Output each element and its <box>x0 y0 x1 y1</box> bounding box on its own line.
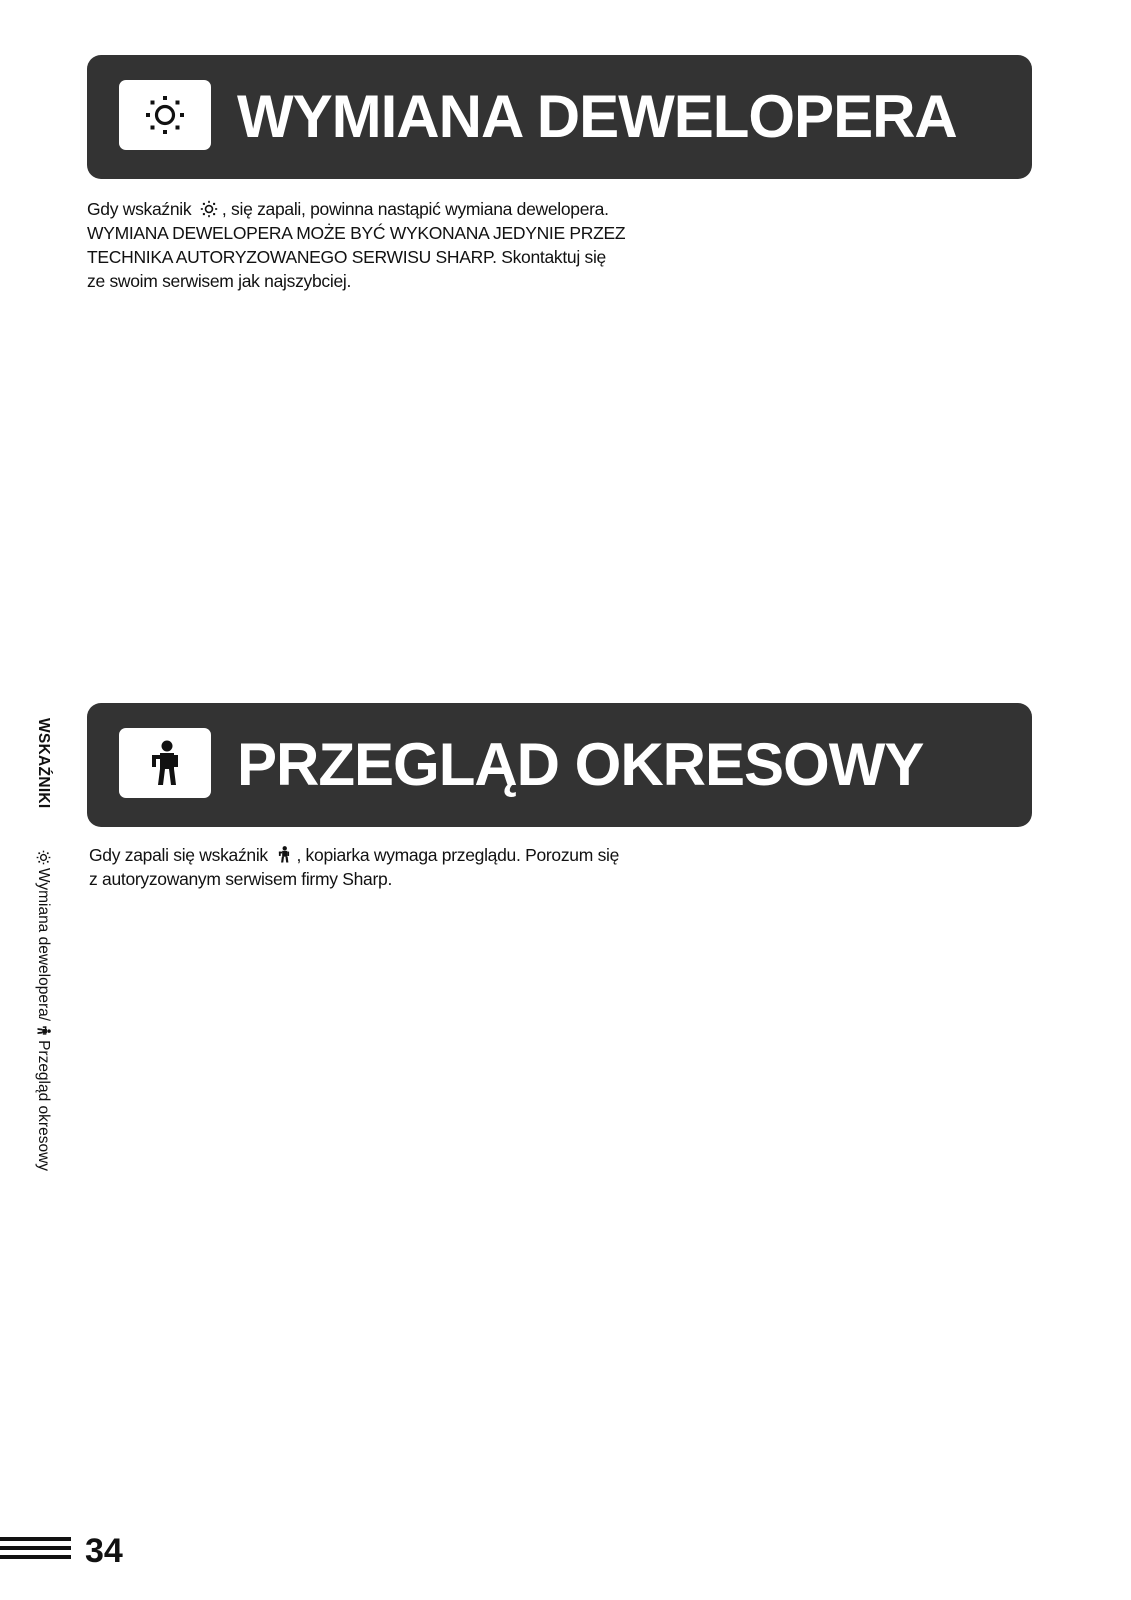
page-number: 34 <box>85 1532 123 1570</box>
text-fragment: , kopiarka wymaga przeglądu. Porozum się <box>296 845 620 865</box>
maintenance-person-icon <box>143 739 187 787</box>
text-line: z autoryzowanym serwisem firmy Sharp. <box>89 869 393 889</box>
footer-line <box>0 1555 71 1559</box>
footer-line <box>0 1537 71 1541</box>
developer-icon-box <box>119 80 211 150</box>
side-tab-topic <box>35 847 52 1171</box>
sun-icon <box>143 93 187 137</box>
text-line: WYMIANA DEWELOPERA MOŻE BYĆ WYKONANA JEDYNIE PRZEZ <box>87 223 626 243</box>
maintenance-icon-box <box>119 728 211 798</box>
text-line: ze swoim serwisem jak najszybciej. <box>87 271 352 291</box>
footer-line <box>0 1546 71 1550</box>
side-tab-text: Przegląd okresowy <box>35 1040 52 1172</box>
text-line <box>87 197 667 221</box>
text-fragment: , się zapali, powinna nastąpić wymiana dewelopera. <box>221 199 609 219</box>
maintenance-description <box>89 843 669 891</box>
footer-rule <box>0 1537 71 1564</box>
section-title: PRZEGLĄD OKRESOWY <box>237 731 924 798</box>
maintenance-person-icon <box>36 1024 52 1037</box>
text-line: TECHNIKA AUTORYZOWANEGO SERWISU SHARP. Skontaktuj się <box>87 247 606 267</box>
text-fragment: Gdy zapali się wskaźnik <box>89 845 273 865</box>
section-header-maintenance <box>87 703 1032 827</box>
side-tab-section: WSKAŹNIKI <box>35 718 52 809</box>
sun-icon <box>200 200 218 218</box>
side-tab-text: Wymiana dewelopera/ <box>35 867 52 1022</box>
maintenance-person-icon <box>276 845 292 864</box>
section-header-developer <box>87 55 1032 179</box>
text-line <box>89 843 669 867</box>
sun-icon <box>36 850 51 865</box>
text-fragment: Gdy wskaźnik <box>87 199 196 219</box>
side-tab <box>33 718 53 1171</box>
section-title: WYMIANA DEWELOPERA <box>237 83 957 150</box>
developer-description <box>87 197 667 293</box>
